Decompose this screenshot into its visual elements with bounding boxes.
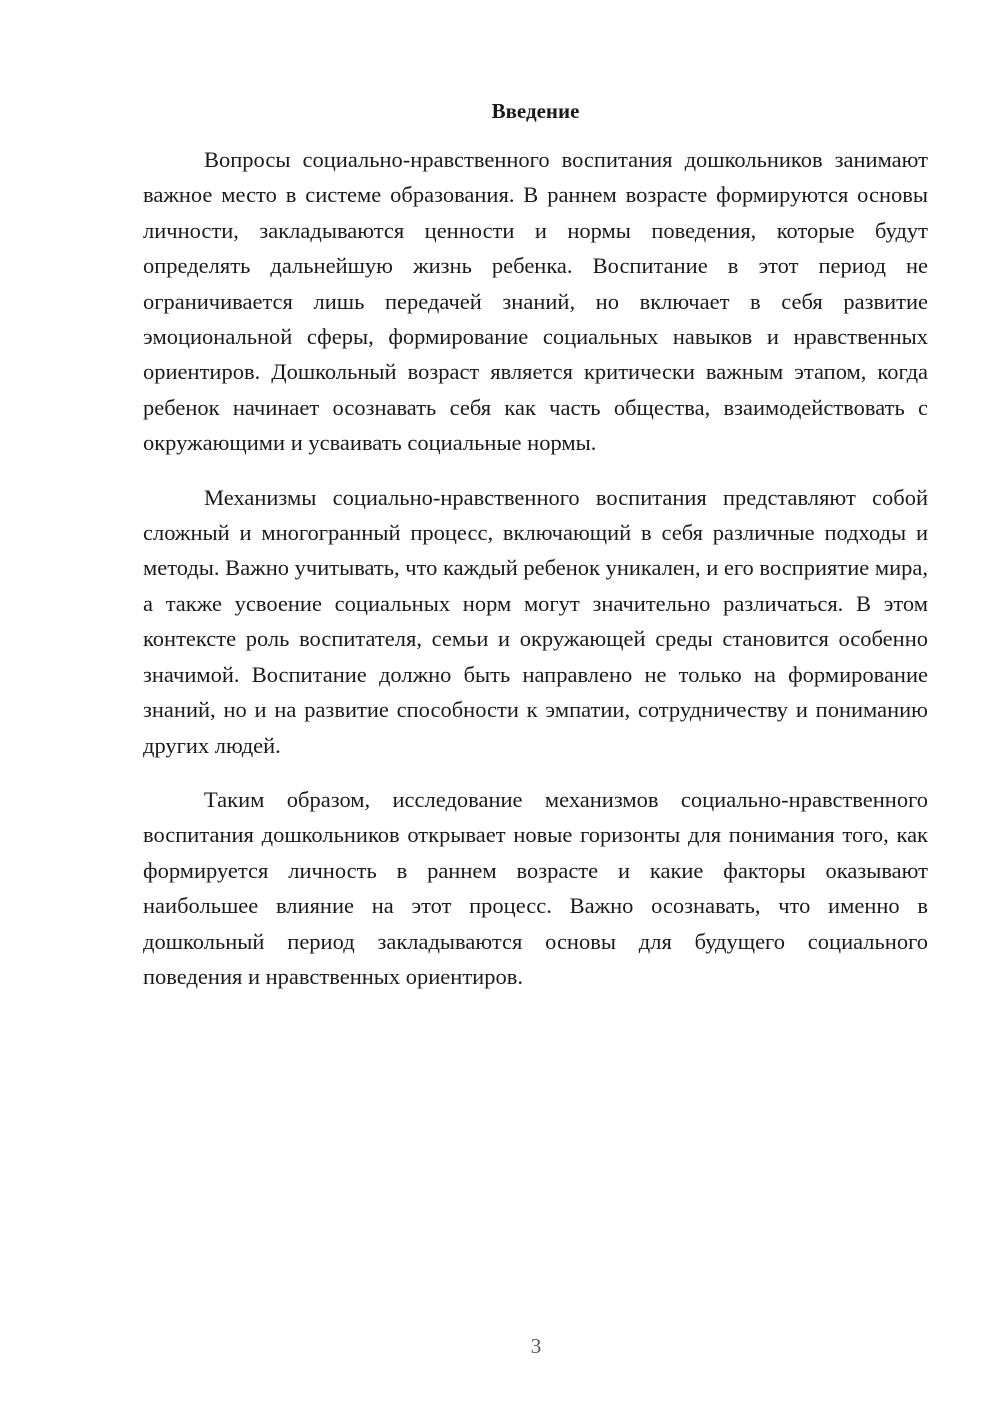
paragraph-2: Механизмы социально-нравственного воспитания представляют собой сложный и многогранный процесс, включающий в себя различные подходы и методы. Важно учитывать, что каждый ребенок уникален, и его восприятие мира, а также усвоение социальных норм могут значительно различаться. В этом контексте роль воспитателя, семьи и окружающей среды становится особенно значимой. Воспитание должно быть направлено не только на формирование знаний, но и на развитие способности к эмпатии, сотрудничеству и пониманию других людей.	[143, 484, 928, 758]
page-title: Введение	[491, 99, 580, 123]
page-number: 3	[530, 1334, 542, 1358]
paragraph-3: Таким образом, исследование механизмов социально-нравственного воспитания дошкольников открывает новые горизонты для понимания того, как формируется личность в раннем возрасте и какие факторы оказывают наибольшее влияние на этот процесс. Важно осознавать, что именно в дошкольный период закладываются основы для будущего социального поведения и нравственных ориентиров.	[143, 786, 928, 989]
document-body	[143, 142, 928, 1013]
paragraph-1: Вопросы социально-нравственного воспитания дошкольников занимают важное место в системе образования. В раннем возрасте формируются основы личности, закладываются ценности и нормы поведения, которые будут определять дальнейшую жизнь ребенка. Воспитание в этот период не ограничивается лишь передачей знаний, но включает в себя развитие эмоциональной сферы, формирование социальных навыков и нравственных ориентиров. Дошкольный возраст является критически важным этапом, когда ребенок начинает осознавать себя как часть общества, взаимодействовать с окружающими и усваивать социальные нормы.	[143, 147, 928, 456]
